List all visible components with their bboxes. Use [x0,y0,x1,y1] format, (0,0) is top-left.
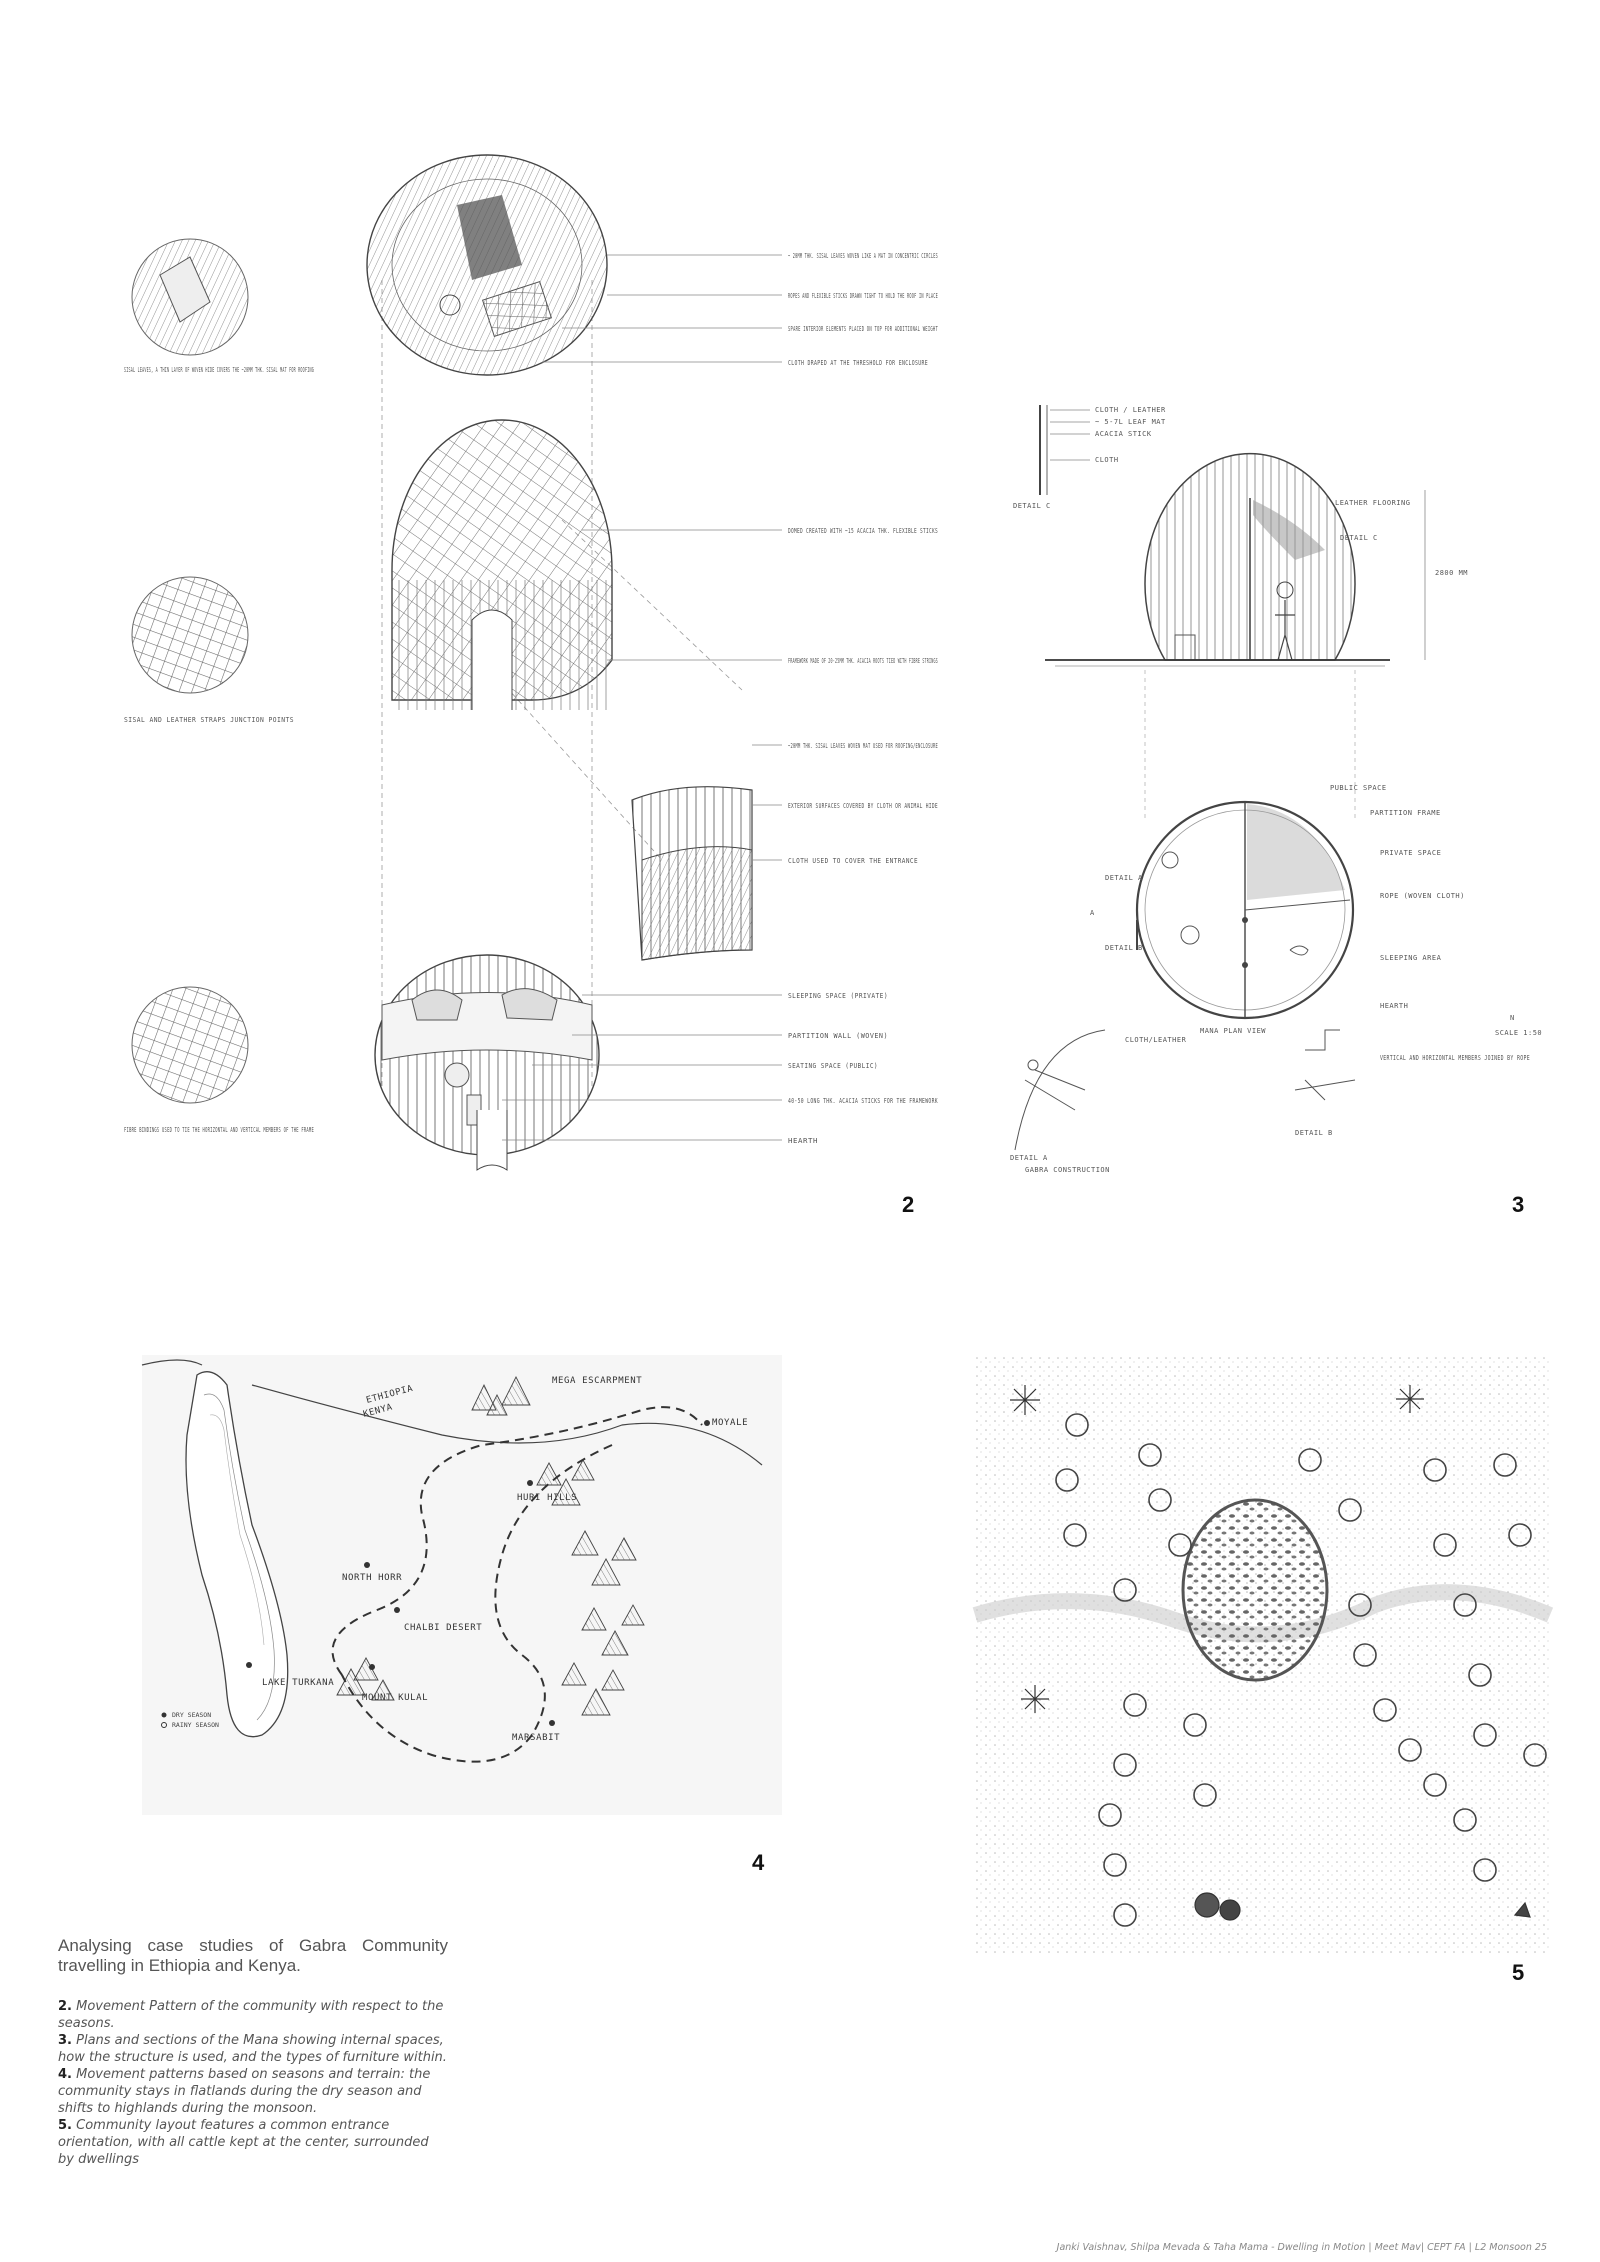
caption-item-2: 2. Movement Pattern of the community with respect to the seasons. [58,1999,444,2031]
caption-item-3: 3. Plans and sections of the Mana showing internal spaces, how the structure is used, and the types of furniture within. [58,2033,447,2065]
detail-caption-3: FIBRE BINDINGS USED TO TIE THE HORIZONTAL AND VERTICAL MEMBERS OF THE FRAME [124,1126,314,1134]
detail-circle-roof [132,239,248,355]
dome-framework-layer [392,420,752,960]
svg-text:CLOTH: CLOTH [1095,456,1119,464]
svg-text:FRAMEWORK MADE OF 20-25MM THK.: FRAMEWORK MADE OF 20-25MM THK. ACACIA ROOTS TIED WITH FIBRE STRINGS [788,657,938,665]
detail-caption-1: SISAL LEAVES, A THIN LAYER OF WOVEN HIDE COVERS THE ~20MM THK. SISAL MAT FOR ROOFING [124,366,314,374]
svg-text:ROPES AND FLEXIBLE STICKS DRAW: ROPES AND FLEXIBLE STICKS DRAWN TIGHT TO HOLD THE ROOF IN PLACE [788,292,938,300]
svg-text:EXTERIOR SURFACES COVERED BY C: EXTERIOR SURFACES COVERED BY CLOTH OR ANIMAL HIDE [788,802,938,810]
svg-text:ACACIA STICK: ACACIA STICK [1095,430,1152,438]
figure-number-3: 3 [1512,1192,1525,1217]
detail-caption-2: SISAL AND LEATHER STRAPS JUNCTION POINTS [124,716,294,724]
svg-text:SLEEPING AREA: SLEEPING AREA [1380,954,1442,962]
roof-layer [367,155,607,375]
svg-text:HURI HILLS: HURI HILLS [517,1493,578,1503]
figure-3-plan-section [995,390,1550,1190]
svg-text:A: A [1090,909,1095,917]
svg-text:~ 5-7L LEAF MAT: ~ 5-7L LEAF MAT [1095,418,1166,426]
mana-plan [1090,802,1353,1018]
caption-block [58,1936,448,2168]
svg-text:ETHIOPIA: ETHIOPIA [365,1383,415,1406]
caption-intro: Analysing case studies of Gabra Community travelling in Ethiopia and Kenya. [58,1936,448,1975]
svg-text:NORTH HORR: NORTH HORR [342,1573,403,1583]
svg-text:MOUNT KULAL: MOUNT KULAL [362,1693,429,1703]
svg-text:SEATING SPACE (PUBLIC): SEATING SPACE (PUBLIC) [788,1062,878,1070]
svg-text:CHALBI DESERT: CHALBI DESERT [404,1623,483,1633]
caption-item-5: 5. Community layout features a common entrance orientation, with all cattle kept at the center, surrounded by dwellings [58,2118,429,2167]
svg-text:PUBLIC SPACE: PUBLIC SPACE [1330,784,1387,792]
svg-text:SPARE INTERIOR ELEMENTS PLACED: SPARE INTERIOR ELEMENTS PLACED ON TOP FOR ADDITIONAL WEIGHT [788,325,939,333]
detail-c-sketch [1040,405,1090,495]
svg-text:MOYALE: MOYALE [712,1418,749,1428]
footer-credits: Janki Vaishnav, Shilpa Mevada & Taha Mama - Dwelling in Motion | Meet Mav| CEPT FA | L2 Monsoon 25 [1056,2242,1547,2253]
svg-text:CLOTH DRAPED AT THE THRESHOLD: CLOTH DRAPED AT THE THRESHOLD FOR ENCLOSURE [788,359,928,367]
svg-text:DRY SEASON: DRY SEASON [172,1711,212,1719]
svg-text:KENYA: KENYA [362,1402,394,1420]
caption-item-4: 4. Movement patterns based on seasons and terrain: the community stays in flatlands during the dry season and shifts to highlands during the monsoon. [58,2067,431,2116]
svg-text:DETAIL A: DETAIL A [1010,1154,1048,1162]
svg-text:DETAIL B: DETAIL B [1295,1129,1333,1137]
svg-text:DETAIL C: DETAIL C [1340,534,1378,542]
svg-text:MANA PLAN VIEW: MANA PLAN VIEW [1200,1027,1267,1035]
svg-text:MEGA ESCARPMENT: MEGA ESCARPMENT [552,1376,643,1386]
svg-text:N: N [1510,1014,1515,1022]
cattle-enclosure [1183,1500,1327,1680]
interior-layer [375,955,599,1170]
detail-circle-binding [132,987,248,1103]
svg-text:PRIVATE SPACE: PRIVATE SPACE [1380,849,1442,857]
svg-text:HEARTH: HEARTH [788,1137,818,1145]
svg-text:LAKE TURKANA: LAKE TURKANA [262,1678,335,1688]
svg-text:DETAIL A: DETAIL A [1105,874,1143,882]
svg-text:~ 20MM THK. SISAL LEAVES WOVEN: ~ 20MM THK. SISAL LEAVES WOVEN LIKE A MAT IN CONCENTRIC CIRCLES [788,252,938,260]
svg-text:CLOTH / LEATHER: CLOTH / LEATHER [1095,406,1166,414]
figure-number-4: 4 [752,1850,765,1875]
svg-text:VERTICAL AND HORIZONTAL MEMBER: VERTICAL AND HORIZONTAL MEMBERS JOINED BY ROPE [1380,1054,1530,1062]
svg-text:PARTITION WALL (WOVEN): PARTITION WALL (WOVEN) [788,1032,888,1040]
svg-text:GABRA CONSTRUCTION: GABRA CONSTRUCTION [1025,1166,1110,1174]
figure-number-5: 5 [1512,1960,1525,1985]
svg-text:CLOTH USED TO COVER THE ENTRAN: CLOTH USED TO COVER THE ENTRANCE [788,857,918,865]
figure-5-community-layout [975,1355,1550,1955]
svg-text:SCALE 1:50: SCALE 1:50 [1495,1029,1543,1037]
figure-number-2: 2 [902,1192,915,1217]
svg-text:40-50 LONG THK. ACACIA STICKS: 40-50 LONG THK. ACACIA STICKS FOR THE FRAMEWORK [788,1097,939,1105]
svg-text:SLEEPING SPACE (PRIVATE): SLEEPING SPACE (PRIVATE) [788,992,888,1000]
mana-section [1045,454,1425,666]
detail-circle-junction [132,577,248,693]
figure-4-movement-map [142,1355,782,1815]
figure-2-axonometric [62,100,962,1240]
svg-text:DETAIL C: DETAIL C [1013,502,1051,510]
svg-text:PARTITION FRAME: PARTITION FRAME [1370,809,1441,817]
svg-text:LEATHER FLOORING: LEATHER FLOORING [1335,499,1411,507]
svg-text:DOMED CREATED WITH ~15 ACACIA: DOMED CREATED WITH ~15 ACACIA THK. FLEXIBLE STICKS [788,527,938,535]
svg-text:CLOTH/LEATHER: CLOTH/LEATHER [1125,1036,1187,1044]
svg-text:MARSABIT: MARSABIT [512,1733,561,1743]
svg-text:~20MM THK. SISAL LEAVES WOVEN: ~20MM THK. SISAL LEAVES WOVEN MAT USED FOR ROOFING/ENCLOSURE [788,742,938,750]
annotation-labels [788,252,938,1145]
svg-text:HEARTH: HEARTH [1380,1002,1409,1010]
svg-text:RAINY SEASON: RAINY SEASON [172,1721,219,1729]
svg-text:2800 MM: 2800 MM [1435,569,1469,577]
svg-text:DETAIL B: DETAIL B [1105,944,1143,952]
svg-text:ROPE (WOVEN CLOTH): ROPE (WOVEN CLOTH) [1380,892,1465,900]
